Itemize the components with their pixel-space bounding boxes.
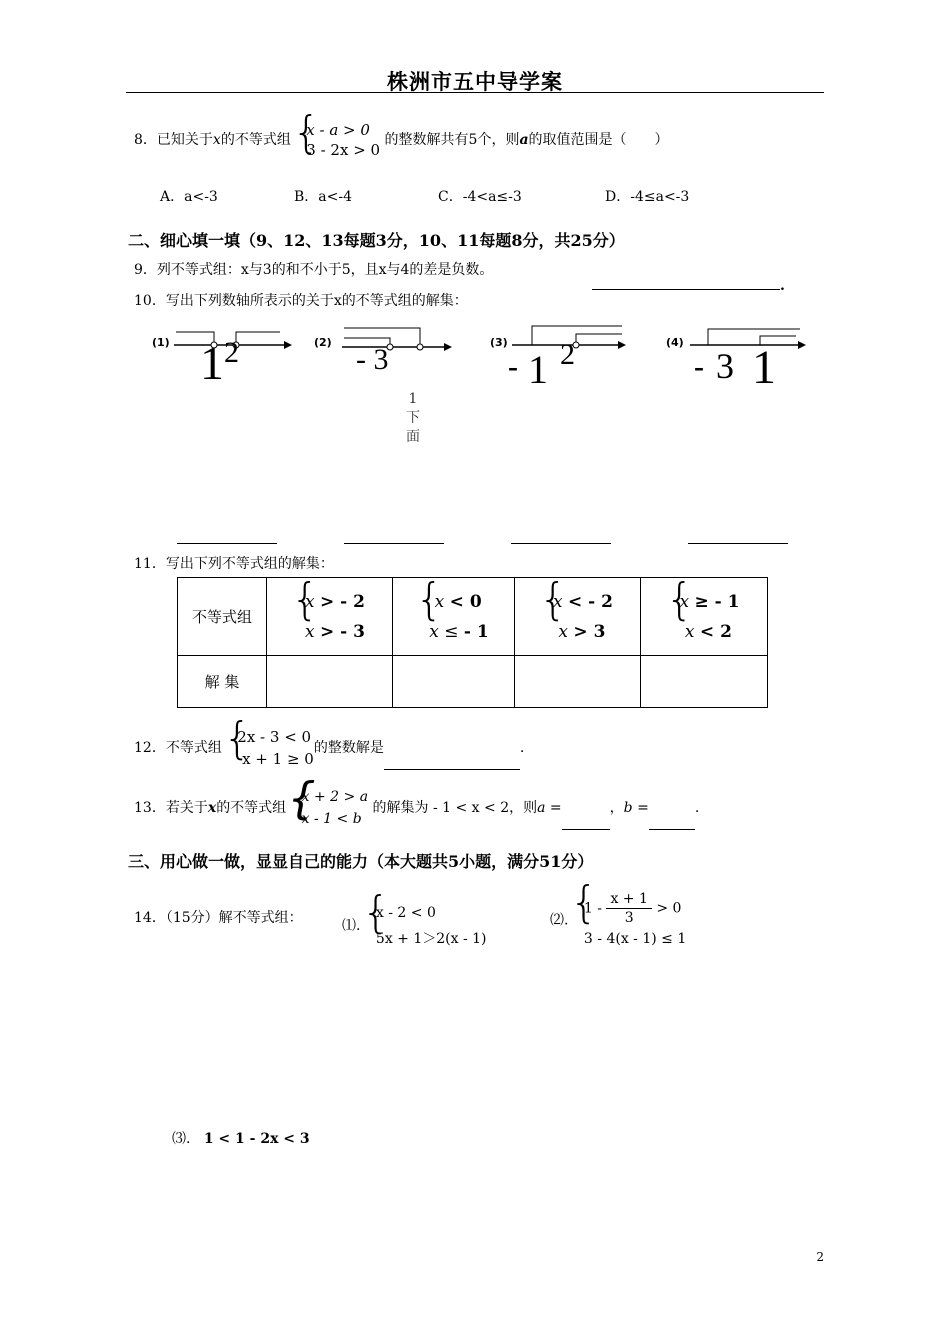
nl3-minus: - xyxy=(508,350,518,383)
question-11: 11．写出下列不等式组的解集： xyxy=(134,556,334,572)
question-9: 9．列不等式组：x与3的和不小于5，且x与4的差是负数。 xyxy=(134,262,494,278)
q8-option-c: C．-4<a≤-3 xyxy=(438,189,522,205)
question-12: 12．不等式组 { 2x - 3 < 0 x + 1 ≥ 0 的整数解是 . xyxy=(134,726,524,770)
nl1-num-2: 2 xyxy=(224,336,239,369)
q14-part-3: ⑶. 1 < 1 - 2x < 3 xyxy=(172,1131,310,1147)
question-13: 13．若关于x的不等式组 { x + 2 > a x - 1 < b 的解集为 - 1 < x < 2，则a = ，b = . xyxy=(134,786,699,830)
nl3-num-2: 2 xyxy=(560,338,575,371)
nl2-label: (2) xyxy=(314,336,332,349)
nl4-num-1: 3 xyxy=(716,346,734,386)
nl4-num-2: 1 xyxy=(752,341,776,394)
q13-a-blank[interactable] xyxy=(562,815,610,830)
q8-option-d: D．-4≤a<-3 xyxy=(605,189,690,205)
q10-answer-line-2 xyxy=(344,543,444,544)
nl3-num-1: 1 xyxy=(528,347,548,392)
table-row xyxy=(178,578,768,656)
question-14: 14．（15分）解不等式组： xyxy=(134,910,303,926)
table-cell: { x > - 2 x > - 3 xyxy=(267,578,393,656)
table-cell: { x < 0 x ≤ - 1 xyxy=(393,578,515,656)
q12-answer-blank[interactable] xyxy=(384,753,520,770)
q14-part-2: ⑵. { 1 - $\frac{x + 1}{3}$ > 0 3 - 4(x - 1) ≤ 1 xyxy=(550,890,686,951)
page-number: 2 xyxy=(816,1250,824,1264)
table-cell: { x < - 2 x > 3 xyxy=(515,578,641,656)
stray-text: 1 下 面 xyxy=(406,391,420,445)
header-rule xyxy=(126,92,824,93)
nl4-label: (4) xyxy=(666,336,684,349)
q8-option-b: B．a<-4 xyxy=(294,189,353,205)
page-title: 株洲市五中导学案 xyxy=(387,69,563,94)
q14-part-1: ⑴. { x - 2 < 0 5x + 1＞2(x - 1) xyxy=(342,900,487,952)
table-header-cell: 解 集 xyxy=(178,656,267,708)
answer-cell[interactable] xyxy=(641,656,768,708)
nl3-label: (3) xyxy=(490,336,508,349)
nl4-minus: - xyxy=(694,350,704,383)
number-line-4 xyxy=(688,322,808,356)
q11-table xyxy=(177,577,768,708)
q9-period: . xyxy=(780,278,785,294)
section-3-title: 三、用心做一做，显显自己的能力（本大题共5小题，满分51分） xyxy=(128,852,594,871)
question-8: 8．已知关于x的不等式组 { x - a > 0 3 - 2x > 0 的整数解共有5个，则a的取值范围是（ ） xyxy=(134,120,669,160)
answer-cell[interactable] xyxy=(267,656,393,708)
nl1-num-1: 1 xyxy=(200,337,224,390)
q8-system: { x - a > 0 3 - 2x > 0 xyxy=(295,120,380,160)
question-10: 10．写出下列数轴所表示的关于x的不等式组的解集： xyxy=(134,293,468,309)
q9-answer-line xyxy=(592,275,780,290)
q10-answer-line-1 xyxy=(177,543,277,544)
answer-cell[interactable] xyxy=(393,656,515,708)
section-2-title: 二、细心填一填（9、12、13每题3分，10、11每题8分，共25分） xyxy=(128,231,625,250)
table-row xyxy=(178,656,768,708)
q10-answer-line-3 xyxy=(511,543,611,544)
table-cell: { x ≥ - 1 x < 2 xyxy=(641,578,768,656)
answer-cell[interactable] xyxy=(515,656,641,708)
nl2-num: - 3 xyxy=(356,343,389,376)
nl1-label: (1) xyxy=(152,336,170,349)
table-header-cell: 不等式组 xyxy=(178,578,267,656)
q8-option-a: A．a<-3 xyxy=(160,189,218,205)
q13-b-blank[interactable] xyxy=(649,815,695,830)
q10-answer-line-4 xyxy=(688,543,788,544)
